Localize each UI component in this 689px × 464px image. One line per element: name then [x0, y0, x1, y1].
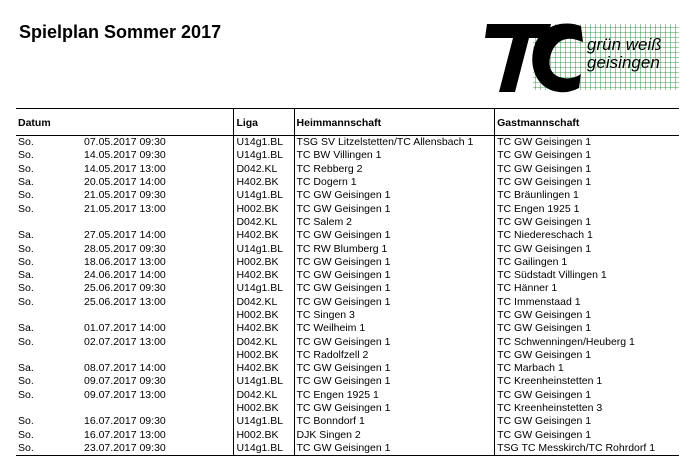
cell-weekday: Sa. [18, 322, 34, 335]
column-header-heimmannschaft: Heimmannschaft [294, 109, 495, 136]
cell-weekday: So. [18, 282, 34, 295]
cell-datetime: 16.07.2017 13:00 [84, 428, 166, 441]
cell-datetime: 14.05.2017 09:30 [84, 149, 166, 162]
cell-liga: H002.BK [234, 349, 294, 362]
cell-datetime: 09.07.2017 13:00 [84, 388, 166, 401]
column-header-gastmannschaft: Gastmannschaft [495, 109, 679, 136]
table-row [16, 229, 679, 242]
table-row [16, 296, 679, 309]
cell-datum [16, 229, 234, 242]
cell-datum [16, 176, 234, 189]
cell-gastmannschaft: TC Kreenheinstetten 3 [497, 402, 603, 415]
cell-gastmannschaft: TSG TC Messkirch/TC Rohrdorf 1 [495, 442, 679, 456]
cell-datetime: 20.05.2017 14:00 [84, 176, 166, 189]
cell-heimmannschaft: TC GW Geisingen 1 [294, 335, 495, 348]
cell-liga: D042.KL [234, 335, 294, 348]
cell-gastmannschaft: TC Gailingen 1 [497, 255, 568, 268]
table-row [16, 216, 679, 229]
cell-datum [16, 163, 234, 176]
cell-gastmannschaft: TC Marbach 1 [497, 362, 564, 375]
cell-heimmannschaft: DJK Singen 2 [294, 429, 495, 442]
table-row [16, 309, 679, 322]
cell-datum [16, 349, 234, 362]
cell-liga: U14g1.BL [234, 442, 294, 456]
cell-datetime: 28.05.2017 09:30 [84, 242, 166, 255]
cell-heimmannschaft: TC Engen 1925 1 [294, 389, 495, 402]
table-row [16, 202, 679, 215]
cell-datum [16, 442, 234, 456]
cell-gastmannschaft: TC GW Geisingen 1 [497, 149, 592, 162]
cell-liga: U14g1.BL [234, 375, 294, 388]
table-row [16, 415, 679, 428]
table-row [16, 242, 679, 255]
club-logo [485, 22, 681, 94]
cell-liga: U14g1.BL [234, 149, 294, 162]
column-header-datum: Datum [16, 109, 234, 136]
cell-liga: H002.BK [234, 256, 294, 269]
cell-datetime: 25.06.2017 09:30 [84, 282, 166, 295]
cell-heimmannschaft: TC GW Geisingen 1 [294, 202, 495, 215]
cell-heimmannschaft: TC Salem 2 [294, 216, 495, 229]
cell-weekday: Sa. [18, 176, 34, 189]
cell-liga: U14g1.BL [234, 136, 294, 150]
table-row [16, 149, 679, 162]
cell-gastmannschaft: TC GW Geisingen 1 [497, 176, 592, 189]
cell-datum [16, 415, 234, 428]
cell-gastmannschaft: TC GW Geisingen 1 [497, 162, 592, 175]
cell-datum [16, 362, 234, 375]
cell-weekday: So. [18, 415, 34, 428]
cell-gastmannschaft: TC Hänner 1 [497, 282, 558, 295]
cell-datetime: 25.06.2017 13:00 [84, 295, 166, 308]
cell-datetime: 01.07.2017 14:00 [84, 322, 166, 335]
cell-weekday: So. [18, 242, 34, 255]
cell-heimmannschaft: TC GW Geisingen 1 [294, 375, 495, 388]
table-row [16, 322, 679, 335]
cell-liga: H002.BK [234, 309, 294, 322]
cell-heimmannschaft: TC Radolfzell 2 [294, 349, 495, 362]
cell-weekday: So. [18, 189, 34, 202]
cell-liga: U14g1.BL [234, 242, 294, 255]
cell-gastmannschaft: TC GW Geisingen 1 [497, 215, 592, 228]
cell-datetime: 21.05.2017 09:30 [84, 189, 166, 202]
cell-weekday: So. [18, 202, 34, 215]
table-row [16, 375, 679, 388]
cell-datum [16, 269, 234, 282]
cell-heimmannschaft: TC GW Geisingen 1 [294, 256, 495, 269]
cell-liga: H002.BK [234, 402, 294, 415]
cell-weekday: So. [18, 136, 34, 149]
cell-weekday: So. [18, 162, 34, 175]
cell-datum [16, 256, 234, 269]
table-row [16, 429, 679, 442]
cell-weekday: Sa. [18, 269, 34, 282]
table-row [16, 389, 679, 402]
cell-heimmannschaft: TC RW Blumberg 1 [294, 242, 495, 255]
cell-datum [16, 375, 234, 388]
cell-liga: U14g1.BL [234, 189, 294, 202]
cell-gastmannschaft: TC Schwenningen/Heuberg 1 [497, 335, 635, 348]
cell-datetime: 21.05.2017 13:00 [84, 202, 166, 215]
cell-weekday: So. [18, 388, 34, 401]
cell-weekday: So. [18, 441, 34, 454]
cell-weekday: Sa. [18, 229, 34, 242]
cell-liga: H402.BK [234, 269, 294, 282]
table-row [16, 442, 679, 456]
cell-weekday: So. [18, 375, 34, 388]
cell-liga: D042.KL [234, 216, 294, 229]
cell-gastmannschaft: TC GW Geisingen 1 [497, 322, 592, 335]
cell-gastmannschaft: TC Südstadt Villingen 1 [497, 269, 607, 282]
cell-datetime: 16.07.2017 09:30 [84, 415, 166, 428]
cell-gastmannschaft: TC Bräunlingen 1 [497, 189, 579, 202]
logo-line-1: grün weiß [587, 35, 662, 54]
cell-heimmannschaft: TC GW Geisingen 1 [294, 282, 495, 295]
cell-liga: D042.KL [234, 296, 294, 309]
table-row [16, 189, 679, 202]
cell-datum [16, 216, 234, 229]
cell-gastmannschaft: TC GW Geisingen 1 [497, 242, 592, 255]
page-title: Spielplan Sommer 2017 [19, 22, 222, 42]
cell-datetime: 14.05.2017 13:00 [84, 162, 166, 175]
cell-heimmannschaft: TC GW Geisingen 1 [294, 269, 495, 282]
cell-datum [16, 189, 234, 202]
cell-weekday: Sa. [18, 362, 34, 375]
cell-datetime: 07.05.2017 09:30 [84, 136, 166, 149]
cell-gastmannschaft: TC GW Geisingen 1 [497, 348, 592, 361]
cell-gastmannschaft: TC Kreenheinstetten 1 [497, 375, 603, 388]
table-row [16, 335, 679, 348]
cell-heimmannschaft: TC GW Geisingen 1 [294, 402, 495, 415]
cell-datum [16, 309, 234, 322]
cell-heimmannschaft: TC GW Geisingen 1 [294, 189, 495, 202]
cell-gastmannschaft: TC Engen 1925 1 [497, 202, 580, 215]
cell-datetime: 24.06.2017 14:00 [84, 269, 166, 282]
cell-weekday: So. [18, 428, 34, 441]
cell-weekday: So. [18, 255, 34, 268]
cell-datum [16, 242, 234, 255]
table-row [16, 362, 679, 375]
cell-liga: H402.BK [234, 362, 294, 375]
cell-heimmannschaft: TC GW Geisingen 1 [294, 442, 495, 456]
column-header-liga: Liga [234, 109, 294, 136]
cell-weekday: So. [18, 335, 34, 348]
cell-datum [16, 202, 234, 215]
cell-heimmannschaft: TC Singen 3 [294, 309, 495, 322]
schedule-table [16, 108, 679, 456]
cell-liga: H002.BK [234, 202, 294, 215]
cell-gastmannschaft: TC GW Geisingen 1 [497, 428, 592, 441]
cell-datum [16, 322, 234, 335]
cell-datum [16, 335, 234, 348]
table-row [16, 163, 679, 176]
cell-datum [16, 429, 234, 442]
cell-heimmannschaft: TC GW Geisingen 1 [294, 362, 495, 375]
cell-liga: H002.BK [234, 429, 294, 442]
table-row [16, 269, 679, 282]
cell-datetime: 02.07.2017 13:00 [84, 335, 166, 348]
cell-datum [16, 149, 234, 162]
logo-line-2: geisingen [587, 53, 660, 72]
cell-heimmannschaft: TSG SV Litzelstetten/TC Allensbach 1 [294, 136, 495, 150]
cell-datetime: 09.07.2017 09:30 [84, 375, 166, 388]
cell-datetime: 08.07.2017 14:00 [84, 362, 166, 375]
table-row [16, 282, 679, 295]
cell-heimmannschaft: TC GW Geisingen 1 [294, 296, 495, 309]
cell-gastmannschaft: TC GW Geisingen 1 [497, 415, 592, 428]
cell-liga: H402.BK [234, 176, 294, 189]
cell-heimmannschaft: TC BW Villingen 1 [294, 149, 495, 162]
cell-gastmannschaft: TC GW Geisingen 1 [497, 388, 592, 401]
cell-heimmannschaft: TC Bonndorf 1 [294, 415, 495, 428]
table-header-row [16, 109, 679, 136]
cell-datum [16, 402, 234, 415]
cell-datum [16, 296, 234, 309]
cell-gastmannschaft: TC Immenstaad 1 [497, 295, 581, 308]
cell-heimmannschaft: TC GW Geisingen 1 [294, 229, 495, 242]
table-row [16, 402, 679, 415]
cell-datum [16, 282, 234, 295]
cell-liga: H402.BK [234, 229, 294, 242]
logo-text [587, 36, 662, 72]
cell-gastmannschaft: TC GW Geisingen 1 [497, 309, 592, 321]
cell-datetime: 27.05.2017 14:00 [84, 229, 166, 242]
schedule-table-wrap [16, 108, 679, 456]
table-row [16, 256, 679, 269]
cell-weekday: So. [18, 149, 34, 162]
cell-heimmannschaft: TC Weilheim 1 [294, 322, 495, 335]
cell-liga: D042.KL [234, 389, 294, 402]
cell-datetime: 23.07.2017 09:30 [84, 441, 166, 454]
cell-liga: D042.KL [234, 163, 294, 176]
table-row [16, 136, 679, 150]
cell-datetime: 18.06.2017 13:00 [84, 255, 166, 268]
cell-weekday: So. [18, 295, 34, 308]
table-row [16, 176, 679, 189]
table-row [16, 349, 679, 362]
cell-heimmannschaft: TC Rebberg 2 [294, 163, 495, 176]
cell-gastmannschaft: TC GW Geisingen 1 [497, 136, 592, 149]
cell-heimmannschaft: TC Dogern 1 [294, 176, 495, 189]
cell-liga: U14g1.BL [234, 282, 294, 295]
cell-liga: H402.BK [234, 322, 294, 335]
cell-gastmannschaft: TC Niedereschach 1 [497, 229, 593, 242]
cell-liga: U14g1.BL [234, 415, 294, 428]
cell-datum [16, 389, 234, 402]
cell-datum [16, 136, 234, 150]
